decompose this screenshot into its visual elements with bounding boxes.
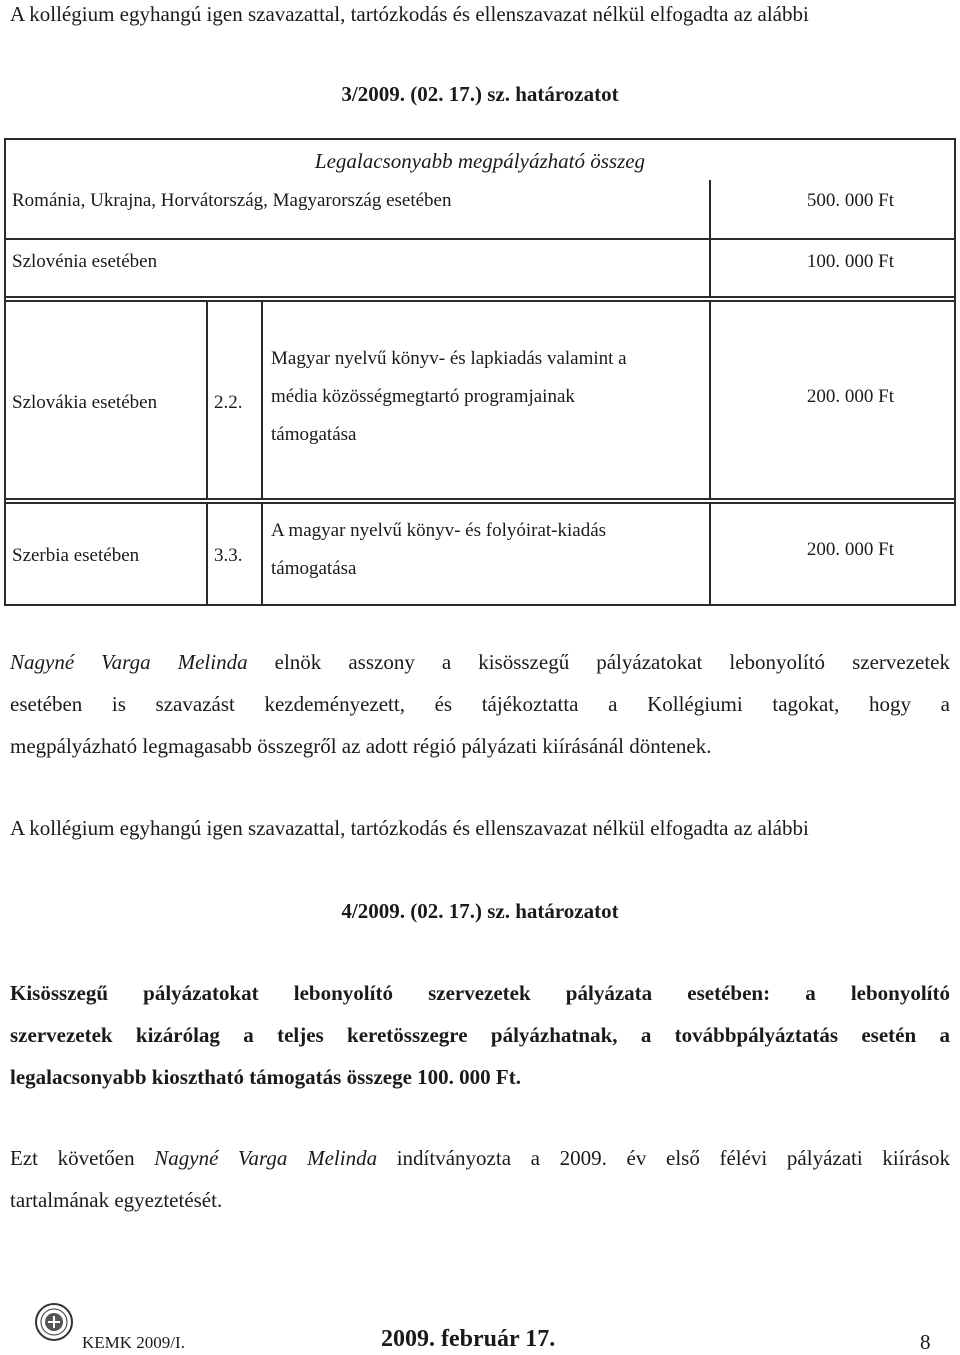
paragraph-line: megpályázható legmagasabb összegről az adott régió pályázati kiírásánál döntenek. xyxy=(10,734,712,758)
row-amount-romania: 500. 000 Ft xyxy=(806,190,894,211)
person-name: Nagyné Varga Melinda xyxy=(154,1146,378,1170)
row-desc-slovakia-line: támogatása xyxy=(271,424,357,445)
table-divider xyxy=(4,300,956,302)
row-label-romania: Románia, Ukrajna, Horvátország, Magyarország esetében xyxy=(12,190,452,211)
college-seal-icon xyxy=(34,1302,74,1342)
row-amount-slovakia: 200. 000 Ft xyxy=(806,386,894,407)
paragraph-line: tartalmának egyeztetését. xyxy=(10,1188,223,1212)
footer-doc-id: KEMK 2009/I. xyxy=(82,1333,185,1352)
table-divider xyxy=(4,502,956,504)
paragraph-line xyxy=(10,650,950,675)
table-divider xyxy=(4,296,956,298)
table-divider xyxy=(206,300,208,500)
resolution-text-line: Kisösszegű pályázatokat lebonyolító szervezetek pályázata esetében: a lebonyolító xyxy=(10,981,950,1005)
resolution-title-1: 3/2009. (02. 17.) sz. határozatot xyxy=(341,82,619,106)
resolution-title-2: 4/2009. (02. 17.) sz. határozatot xyxy=(341,899,619,923)
paragraph-text: Ezt követően xyxy=(10,1146,155,1170)
row-label-serbia: Szerbia esetében xyxy=(12,545,140,566)
resolution-text-line: szervezetek kizárólag a teljes keretösszegre pályázhatnak, a továbbpályáztatás esetén a xyxy=(10,1023,950,1047)
table-divider xyxy=(261,502,263,606)
paragraph-line xyxy=(10,1146,950,1171)
table-title: Legalacsonyabb megpályázható összeg xyxy=(314,149,646,173)
row-desc-serbia-line: A magyar nyelvű könyv- és folyóirat-kiadás xyxy=(271,520,607,541)
table-divider xyxy=(4,498,956,500)
paragraph-line: esetében is szavazást kezdeményezett, és tájékoztatta a Kollégiumi tagokat, hogy a xyxy=(10,692,950,716)
row-label-slovakia: Szlovákia esetében xyxy=(12,392,158,413)
person-name: Nagyné Varga Melinda xyxy=(10,650,248,674)
row-code-serbia: 3.3. xyxy=(214,545,243,566)
intro-line-2: A kollégium egyhangú igen szavazattal, tartózkodás és ellenszavazat nélkül elfogadta az alábbi xyxy=(10,816,809,840)
row-amount-slovenia: 100. 000 Ft xyxy=(806,251,894,272)
row-desc-slovakia-line: Magyar nyelvű könyv- és lapkiadás valamint a xyxy=(271,348,627,369)
intro-line-1: A kollégium egyhangú igen szavazattal, tartózkodás és ellenszavazat nélkül elfogadta az alábbi xyxy=(10,2,809,26)
row-desc-serbia-line: támogatása xyxy=(271,558,357,579)
paragraph-text: indítványozta a 2009. év első félévi pályázati kiírások xyxy=(377,1146,950,1170)
table-divider xyxy=(206,502,208,606)
table-divider xyxy=(4,238,956,240)
row-desc-slovakia-line: média közösségmegtartó programjainak xyxy=(271,386,575,407)
row-code-slovakia: 2.2. xyxy=(214,392,243,413)
resolution-text-line: legalacsonyabb kiosztható támogatás összege 100. 000 Ft. xyxy=(10,1065,521,1089)
paragraph-text: elnök asszony a kisösszegű pályázatokat lebonyolító szervezetek xyxy=(247,650,950,674)
row-amount-serbia: 200. 000 Ft xyxy=(806,539,894,560)
footer-date: 2009. február 17. xyxy=(381,1326,556,1352)
table-divider xyxy=(261,300,263,500)
footer-page-number: 8 xyxy=(920,1330,931,1354)
row-label-slovenia: Szlovénia esetében xyxy=(12,251,158,272)
